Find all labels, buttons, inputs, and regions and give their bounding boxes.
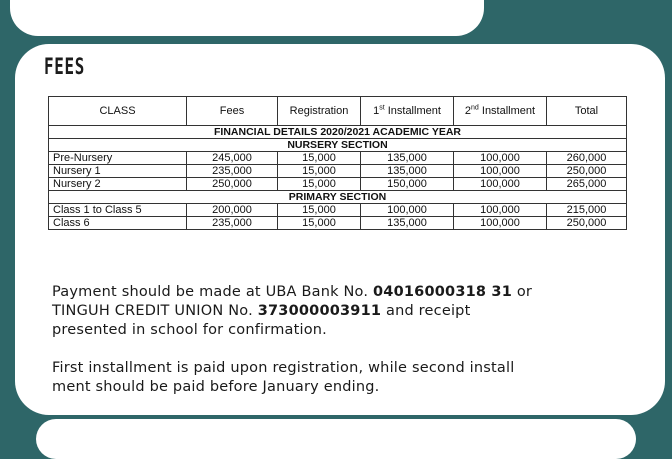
cell-registration: 15,000 — [278, 178, 361, 191]
payment-text: or — [512, 284, 533, 300]
table-row — [49, 165, 627, 178]
section-row — [49, 139, 627, 152]
fees-heading: FEES — [44, 55, 86, 80]
cell-class: Class 1 to Class 5 — [49, 204, 187, 217]
cell-fees: 245,000 — [187, 152, 278, 165]
cell-registration: 15,000 — [278, 217, 361, 230]
cell-total: 260,000 — [547, 152, 627, 165]
column-header-class: CLASS — [49, 97, 187, 126]
cell-second-installment: 100,000 — [454, 204, 547, 217]
fees-table — [48, 96, 627, 230]
cell-registration: 15,000 — [278, 165, 361, 178]
section-title-nursery: NURSERY SECTION — [49, 139, 627, 152]
table-title: FINANCIAL DETAILS 2020/2021 ACADEMIC YEAR — [49, 126, 627, 139]
column-header-registration: Registration — [278, 97, 361, 126]
cell-first-installment: 135,000 — [361, 152, 454, 165]
cell-first-installment: 100,000 — [361, 204, 454, 217]
tinguh-account-number: 373000003911 — [257, 303, 382, 319]
section-row — [49, 191, 627, 204]
cell-total: 215,000 — [547, 204, 627, 217]
payment-text: and receipt — [381, 303, 471, 319]
column-header-second-installment — [454, 97, 547, 126]
cell-first-installment: 135,000 — [361, 165, 454, 178]
cell-second-installment: 100,000 — [454, 165, 547, 178]
cell-class: Class 6 — [49, 217, 187, 230]
installment-note — [52, 359, 652, 397]
cell-fees: 250,000 — [187, 178, 278, 191]
column-header-row — [49, 97, 627, 126]
installment-text: ment should be paid before January ending. — [52, 379, 380, 395]
cell-class: Pre-Nursery — [49, 152, 187, 165]
cell-class: Nursery 1 — [49, 165, 187, 178]
cell-total: 265,000 — [547, 178, 627, 191]
table-row — [49, 217, 627, 230]
cell-class: Nursery 2 — [49, 178, 187, 191]
table-row — [49, 178, 627, 191]
cell-total: 250,000 — [547, 217, 627, 230]
cell-fees: 235,000 — [187, 217, 278, 230]
payment-text: TINGUH CREDIT UNION No. — [52, 303, 258, 319]
previous-card — [10, 0, 484, 36]
payment-text: presented in school for confirmation. — [52, 322, 327, 338]
cell-first-installment: 135,000 — [361, 217, 454, 230]
cell-registration: 15,000 — [278, 152, 361, 165]
column-header-total: Total — [547, 97, 627, 126]
installment-text: First installment is paid upon registration, while second install — [52, 360, 515, 376]
section-title-primary: PRIMARY SECTION — [49, 191, 627, 204]
column-header-fees: Fees — [187, 97, 278, 126]
ordinal-number: 2 — [464, 105, 472, 117]
table-row — [49, 204, 627, 217]
column-label: Installment — [478, 105, 536, 117]
ordinal-number: 1 — [373, 105, 380, 117]
cell-first-installment: 150,000 — [361, 178, 454, 191]
ordinal-suffix: st — [379, 104, 385, 112]
column-label: Installment — [384, 105, 441, 117]
column-header-first-installment — [361, 97, 454, 126]
uba-account-number: 04016000318 31 — [373, 284, 513, 300]
cell-fees: 235,000 — [187, 165, 278, 178]
next-card — [36, 419, 636, 459]
cell-total: 250,000 — [547, 165, 627, 178]
table-row — [49, 152, 627, 165]
cell-second-installment: 100,000 — [454, 152, 547, 165]
cell-fees: 200,000 — [187, 204, 278, 217]
payment-text: Payment should be made at UBA Bank No. — [52, 284, 373, 300]
table-title-row — [49, 126, 627, 139]
cell-second-installment: 100,000 — [454, 178, 547, 191]
payment-instructions — [52, 283, 652, 340]
ordinal-suffix: nd — [471, 104, 479, 112]
cell-second-installment: 100,000 — [454, 217, 547, 230]
cell-registration: 15,000 — [278, 204, 361, 217]
